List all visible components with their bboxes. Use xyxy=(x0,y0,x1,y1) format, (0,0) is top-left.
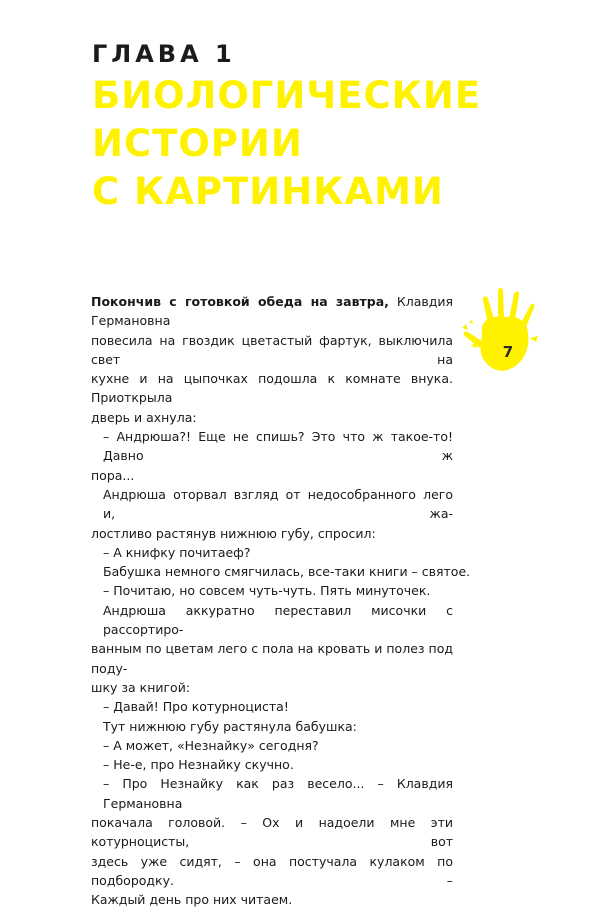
text-line: дверь и ахнула: xyxy=(91,409,197,425)
chapter-title-line: БИОЛОГИЧЕСКИЕ xyxy=(92,74,482,117)
text-line: покачала головой. – Ох и надоели мне эти котурноцисты, вот xyxy=(91,815,453,850)
text-line: Бабушка немного смягчилась, все-таки книги – святое. xyxy=(103,564,471,580)
text-line: Покончив с готовкой обеда на завтра, Клавдия Германовна xyxy=(91,294,454,329)
text-line: – Почитаю, но совсем чуть-чуть. Пять минуточек. xyxy=(103,583,431,599)
page-number: 7 xyxy=(502,343,514,361)
text-line: – Давай! Про котурноциста! xyxy=(103,699,289,715)
handprint-icon xyxy=(458,282,548,382)
text-line: – Андрюша?! Еще не спишь? Это что ж такое-то! Давно ж xyxy=(103,429,453,464)
chapter-title xyxy=(92,72,481,216)
text-line: пора... xyxy=(91,467,135,483)
chapter-title-line: ИСТОРИИ xyxy=(92,122,303,165)
text-line: здесь уже сидят, – она постучала кулаком по подбородку. – xyxy=(91,853,453,888)
text-line: ванным по цветам лего с пола на кровать и полез под поду- xyxy=(91,641,453,676)
text-line: – Не-е, про Незнайку скучно. xyxy=(103,757,294,773)
body-text xyxy=(91,292,471,910)
text-line: Андрюша аккуратно переставил мисочки с рассортиро- xyxy=(103,602,453,638)
chapter-label: ГЛАВА 1 xyxy=(92,40,236,68)
text-line: шку за книгой: xyxy=(91,679,191,695)
text-line: Каждый день про них читаем. xyxy=(91,892,293,908)
text-line: – Про Незнайку как раз весело... – Клавдия Германовна xyxy=(103,776,453,811)
text-line: – А может, «Незнайку» сегодня? xyxy=(103,737,319,753)
text-line: Андрюша оторвал взгляд от недособранного лего и, жа- xyxy=(103,486,453,522)
text-line: – А книфку почитаеф? xyxy=(103,544,251,560)
lead-phrase: Покончив с готовкой обеда на завтра, xyxy=(91,294,389,309)
text-line: лостливо растянув нижнюю губу, спросил: xyxy=(91,525,376,541)
chapter-title-line: С КАРТИНКАМИ xyxy=(92,170,444,213)
text-line: кухне и на цыпочках подошла к комнате внука. Приоткрыла xyxy=(91,371,453,406)
text-line: Тут нижнюю губу растянула бабушка: xyxy=(103,718,357,734)
text-line: повесила на гвоздик цветастый фартук, выключила свет на xyxy=(91,332,453,367)
